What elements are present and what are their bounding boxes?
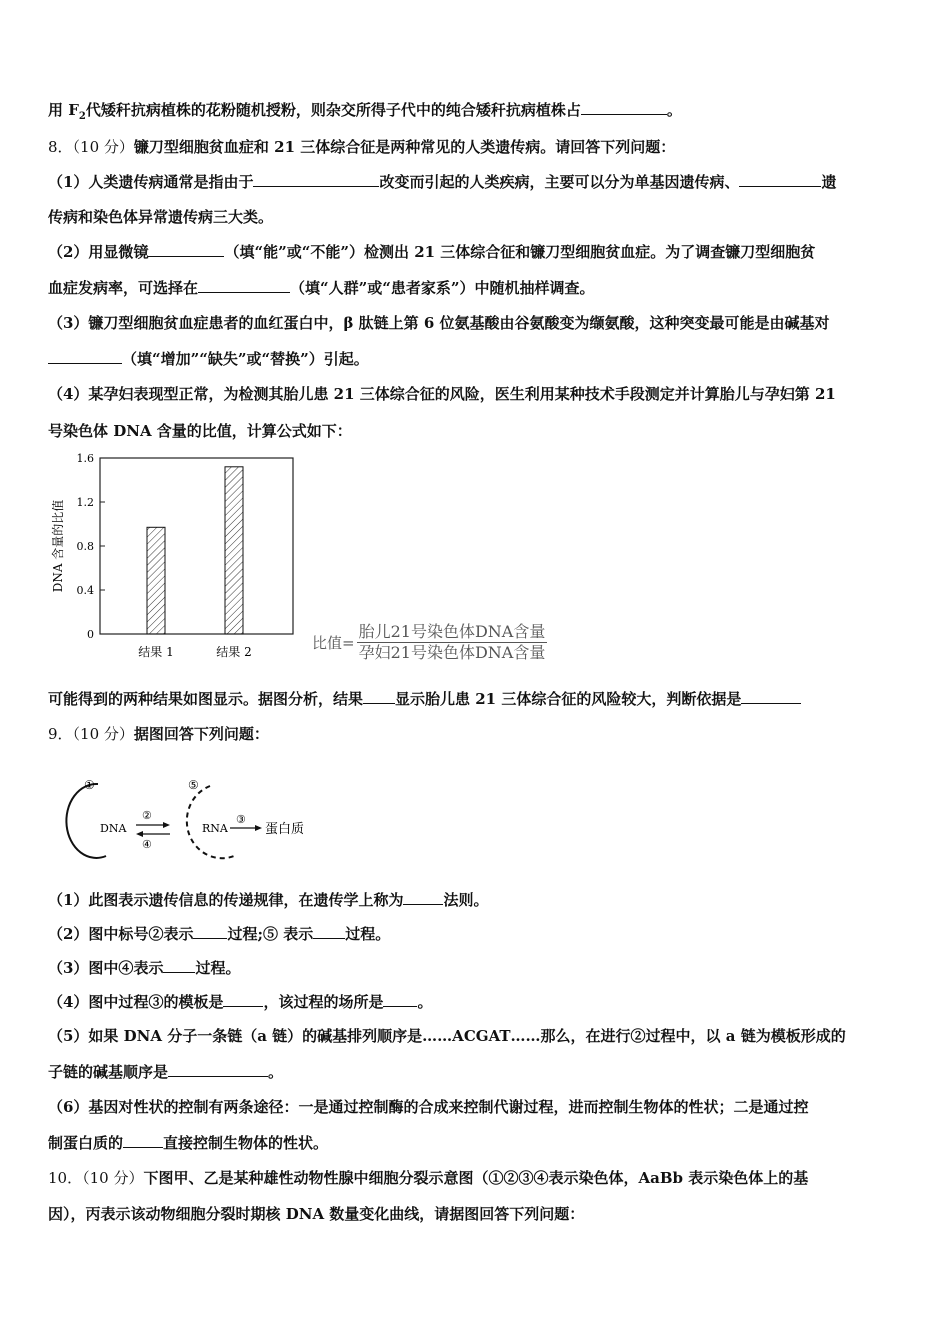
text-seg: 。	[268, 1063, 284, 1081]
q9-part3	[48, 958, 240, 978]
question-9-header	[48, 724, 269, 744]
text-seg: 可能得到的两种结果如图显示。据图分析，结果	[48, 690, 364, 708]
question-10-line2	[48, 1204, 584, 1224]
q8-part2-line2	[48, 278, 595, 298]
text-seg: 。	[417, 993, 433, 1011]
text-seg: 遗	[821, 173, 837, 191]
q9-part4	[48, 992, 432, 1012]
y-axis-label: DNA 含量的比值	[51, 499, 65, 593]
text-seg: （填“能”或“不能”）检测出 21 三体综合征和镰刀型细胞贫血症。为了调查镰刀型细胞贫	[224, 243, 816, 261]
question-10-header	[48, 1168, 808, 1188]
formula-denominator: 孕妇21号染色体DNA含量	[358, 642, 546, 662]
text-seg: 改变而引起的人类疾病，主要可以分为单基因遗传病、	[379, 173, 740, 191]
answer-blank[interactable]	[198, 278, 290, 293]
q8-part4-line2	[48, 421, 352, 441]
text-seg: 法则。	[443, 891, 489, 909]
text-seg: （1）此图表示遗传信息的传递规律，在遗传学上称为	[48, 891, 404, 909]
text-seg: 子链的碱基顺序是	[48, 1063, 169, 1081]
arrow-head	[255, 825, 262, 831]
question-text: 下图甲、乙是某种雄性动物性腺中细胞分裂示意图（①②③④表示染色体，AaBb 表示染色体上的基	[143, 1169, 809, 1187]
text-seg: （4）图中过程③的模板是	[48, 993, 224, 1011]
ratio-formula	[312, 620, 547, 664]
answer-blank[interactable]	[403, 890, 443, 905]
marker-5: ⑤	[188, 778, 199, 792]
text-seg: （1）人类遗传病通常是指由于	[48, 173, 254, 191]
marker-4: ④	[142, 838, 152, 851]
protein-label: 蛋白质	[265, 822, 305, 837]
y-tick-label: 0.8	[76, 540, 94, 553]
answer-blank[interactable]	[223, 992, 263, 1007]
text-seg: ，该过程的场所是	[263, 993, 384, 1011]
answer-blank[interactable]	[739, 172, 821, 187]
marker-2: ②	[142, 809, 152, 822]
text-seg: 血症发病率，可选择在	[48, 279, 199, 297]
q9-part6-line1	[48, 1097, 808, 1117]
text-seg: 用 F	[48, 101, 79, 119]
y-tick-label: 1.6	[76, 452, 94, 465]
text-seg: 过程。	[195, 959, 241, 977]
text-seg: （4）某孕妇表现型正常，为检测其胎儿患 21 三体综合征的风险，医生利用某种技术手段测定并计算胎儿与孕妇第 21	[48, 385, 836, 403]
answer-blank[interactable]	[193, 924, 227, 939]
text-seg: 制蛋白质的	[48, 1134, 124, 1152]
x-category-label: 结果 1	[138, 645, 174, 659]
answer-blank[interactable]	[168, 1062, 268, 1077]
question-8-header	[48, 137, 675, 157]
subscript: 2	[78, 111, 86, 122]
q9-part1	[48, 890, 488, 910]
dna-ratio-bar-chart	[48, 452, 308, 670]
text-seg: 过程;⑤ 表示	[227, 925, 314, 943]
arrow-head	[163, 822, 170, 828]
text-seg: 代矮秆抗病植株的花粉随机授粉，则杂交所得子代中的纯合矮秆抗病植株占	[85, 101, 581, 119]
answer-blank[interactable]	[363, 689, 395, 704]
formula-numerator: 胎儿21号染色体DNA含量	[358, 621, 546, 641]
y-tick-label: 1.2	[76, 496, 94, 509]
q9-part5-line2	[48, 1062, 283, 1082]
bar-2	[225, 467, 243, 634]
question-number: 10．（10 分）	[48, 1169, 144, 1187]
text-line-1	[48, 100, 682, 120]
rna-label: RNA	[202, 822, 228, 835]
y-tick-label: 0	[87, 628, 94, 641]
text-seg: （2）用显微镜	[48, 243, 149, 261]
replication-arc	[66, 784, 106, 858]
question-number: 8．（10 分）	[48, 138, 134, 156]
q9-part2	[48, 924, 390, 944]
answer-blank[interactable]	[148, 242, 224, 257]
text-seg: 传病和染色体异常遗传病三大类。	[48, 208, 274, 226]
answer-blank[interactable]	[163, 958, 195, 973]
text-seg: （3）图中④表示	[48, 959, 164, 977]
text-seg: 。	[666, 101, 682, 119]
q9-part5-line1	[48, 1026, 846, 1046]
bar-1	[147, 527, 165, 634]
formula-fraction	[357, 622, 548, 663]
q8-part4-line1	[48, 384, 836, 404]
answer-blank[interactable]	[383, 992, 417, 1007]
marker-3: ③	[236, 813, 246, 826]
text-seg: 号染色体 DNA 含量的比值，计算公式如下：	[48, 422, 352, 440]
formula-label: 比值=	[312, 633, 355, 652]
text-seg: 直接控制生物体的性状。	[163, 1134, 329, 1152]
question-text: 镰刀型细胞贫血症和 21 三体综合征是两种常见的人类遗传病。请回答下列问题：	[133, 138, 676, 156]
text-seg: （5）如果 DNA 分子一条链（a 链）的碱基排列顺序是……ACGAT……那么，在进行②过程中，以 a 链为模板形成的	[48, 1027, 846, 1045]
text-seg: （填“增加”“缺失”或“替换”）引起。	[122, 350, 369, 368]
arrow-head	[136, 831, 143, 837]
q8-part3-line1	[48, 313, 830, 333]
text-seg: （2）图中标号②表示	[48, 925, 194, 943]
x-category-label: 结果 2	[216, 645, 252, 659]
answer-blank[interactable]	[581, 100, 667, 115]
answer-blank[interactable]	[741, 689, 801, 704]
dna-label: DNA	[100, 822, 127, 835]
text-seg: 因），丙表示该动物细胞分裂时期核 DNA 数量变化曲线，请据图回答下列问题：	[48, 1205, 585, 1223]
question-text: 据图回答下列问题：	[133, 725, 269, 743]
central-dogma-diagram	[60, 774, 320, 864]
q8-part1-line1	[48, 172, 836, 192]
q8-part3-line2	[48, 349, 369, 369]
text-seg: （6）基因对性状的控制有两条途径：一是通过控制酶的合成来控制代谢过程，进而控制生物体的性状；二是通过控	[48, 1098, 809, 1116]
marker-1: ①	[84, 778, 95, 792]
q9-part6-line2	[48, 1133, 328, 1153]
answer-blank[interactable]	[253, 172, 379, 187]
answer-blank[interactable]	[123, 1133, 163, 1148]
answer-blank[interactable]	[48, 349, 122, 364]
q8-part4-line3	[48, 689, 801, 709]
question-number: 9．（10 分）	[48, 725, 134, 743]
q8-part2-line1	[48, 242, 815, 262]
text-seg: （填“人群”或“患者家系”）中随机抽样调查。	[290, 279, 595, 297]
text-seg: 显示胎儿患 21 三体综合征的风险较大，判断依据是	[395, 690, 742, 708]
y-tick-label: 0.4	[76, 584, 94, 597]
text-seg: 过程。	[345, 925, 391, 943]
text-seg: （3）镰刀型细胞贫血症患者的血红蛋白中，β 肽链上第 6 位氨基酸由谷氨酸变为缬氨酸，这种突变最可能是由碱基对	[48, 314, 830, 332]
plot-frame	[100, 458, 293, 634]
q8-part1-line2	[48, 207, 273, 227]
answer-blank[interactable]	[313, 924, 345, 939]
